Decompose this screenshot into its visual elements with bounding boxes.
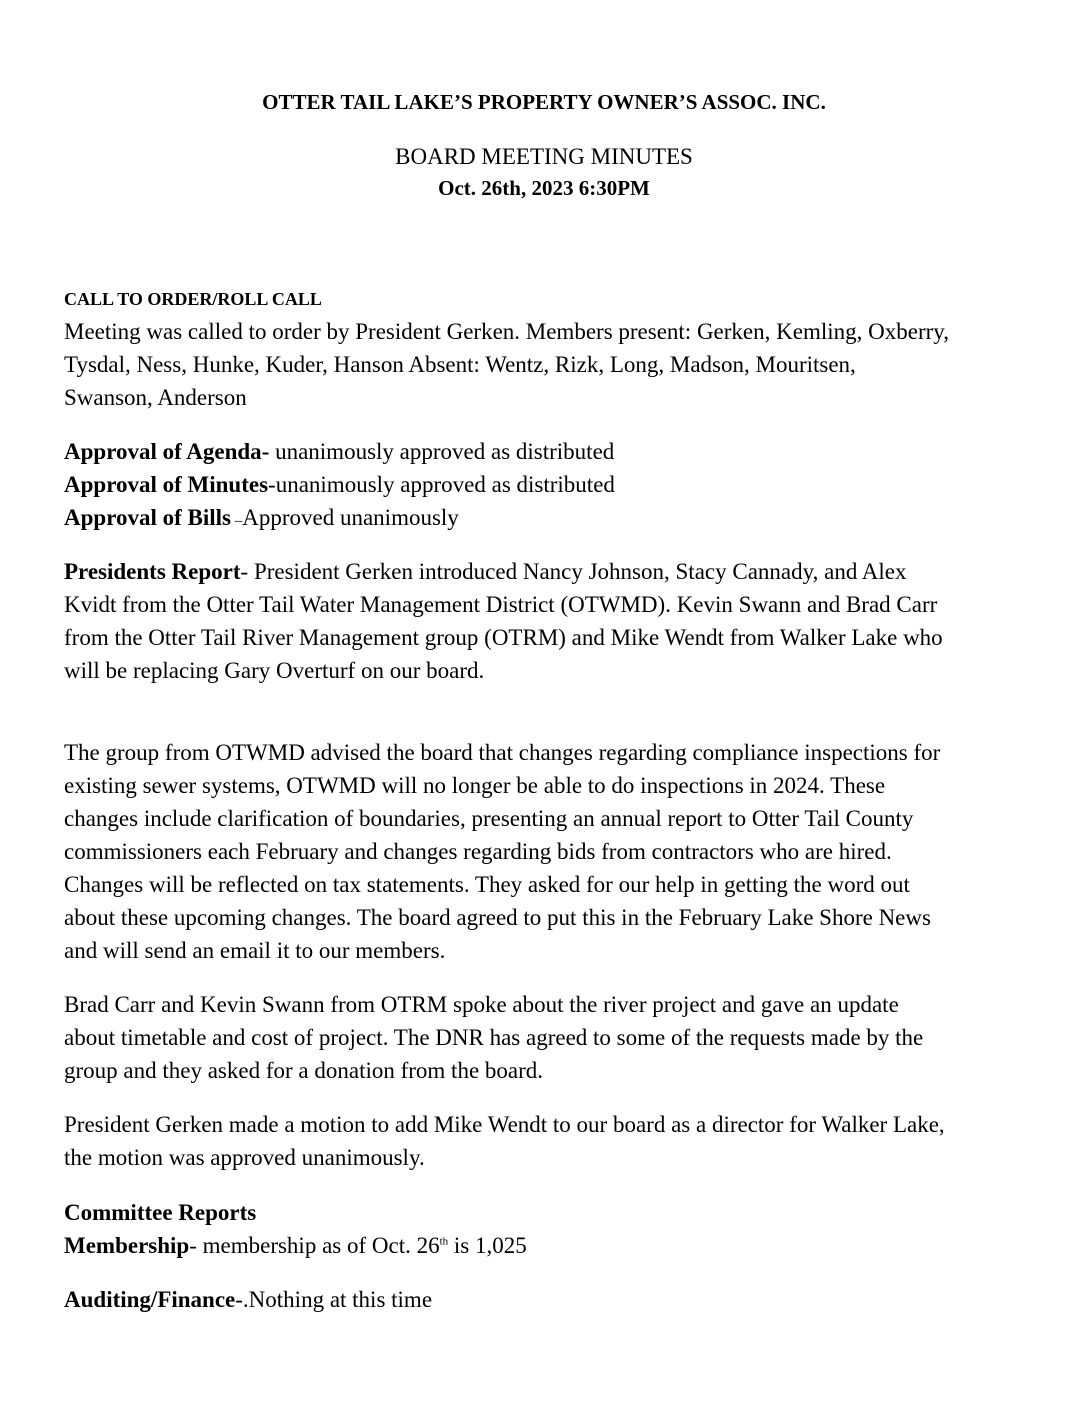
call-to-order-heading: CALL TO ORDER/ROLL CALL	[64, 289, 322, 309]
committee-reports-heading-text: Committee Reports	[64, 1200, 257, 1225]
approval-bills-separator: –	[231, 513, 243, 529]
approval-bills	[64, 501, 459, 538]
presidents-report-first-line	[64, 555, 907, 588]
document-title: BOARD MEETING MINUTES	[395, 144, 693, 169]
committee-reports-heading	[64, 1196, 256, 1229]
motion-paragraph-line: the motion was approved unanimously.	[64, 1145, 425, 1170]
approval-agenda	[64, 435, 614, 468]
call-to-order-line: Swanson, Anderson	[64, 385, 247, 410]
membership-count: is 1,025	[448, 1233, 527, 1258]
auditing-finance-report	[64, 1283, 432, 1316]
otwmd-paragraph-line: about these upcoming changes. The board agreed to put this in the February Lake Shore News	[64, 905, 931, 930]
auditing-finance-text: -.Nothing at this time	[235, 1287, 433, 1312]
approval-minutes-label: Approval of Minutes	[64, 472, 269, 497]
otwmd-paragraph-line: Changes will be reflected on tax statements. They asked for our help in getting the word out	[64, 872, 910, 897]
call-to-order-line: Tysdal, Ness, Hunke, Kuder, Hanson Absent: Wentz, Rizk, Long, Madson, Mouritsen,	[64, 352, 856, 377]
otwmd-paragraph-line: changes include clarification of boundaries, presenting an annual report to Otter Tail County	[64, 806, 914, 831]
presidents-report-line: will be replacing Gary Overturf on our board.	[64, 658, 485, 683]
otrm-paragraph-line: group and they asked for a donation from the board.	[64, 1058, 544, 1083]
otwmd-paragraph-line: The group from OTWMD advised the board that changes regarding compliance inspections for	[64, 740, 941, 765]
organization-title: OTTER TAIL LAKE’S PROPERTY OWNER’S ASSOC. INC.	[262, 90, 826, 114]
presidents-report-line: from the Otter Tail River Management group (OTRM) and Mike Wendt from Walker Lake who	[64, 625, 943, 650]
motion-paragraph-line: President Gerken made a motion to add Mike Wendt to our board as a director for Walker Lake,	[64, 1112, 945, 1137]
approval-minutes	[64, 468, 615, 501]
approval-agenda-text: unanimously approved as distributed	[269, 439, 615, 464]
presidents-report-text: - President Gerken introduced Nancy Johnson, Stacy Cannady, and Alex	[240, 559, 907, 584]
membership-date-suffix: th	[439, 1235, 449, 1248]
otwmd-paragraph-line: and will send an email it to our members.	[64, 938, 446, 963]
approval-bills-label: Approval of Bills	[64, 505, 231, 530]
otrm-paragraph-line: about timetable and cost of project. The DNR has agreed to some of the requests made by the	[64, 1025, 924, 1050]
meeting-date: Oct. 26th, 2023 6:30PM	[438, 176, 650, 200]
presidents-report-line: Kvidt from the Otter Tail Water Management District (OTWMD). Kevin Swann and Brad Carr	[64, 592, 938, 617]
membership-report	[64, 1229, 527, 1262]
membership-text: - membership as of Oct. 26	[189, 1233, 440, 1258]
otrm-paragraph-line: Brad Carr and Kevin Swann from OTRM spoke about the river project and gave an update	[64, 992, 899, 1017]
approval-agenda-label: Approval of Agenda-	[64, 439, 270, 464]
call-to-order-line: Meeting was called to order by President Gerken. Members present: Gerken, Kemling, Oxberry,	[64, 319, 950, 344]
presidents-report-label: Presidents Report	[64, 559, 241, 584]
otwmd-paragraph-line: commissioners each February and changes regarding bids from contractors who are hired.	[64, 839, 892, 864]
approval-bills-text: Approved unanimously	[242, 505, 459, 530]
auditing-finance-label: Auditing/Finance	[64, 1287, 236, 1312]
otwmd-paragraph-line: existing sewer systems, OTWMD will no longer be able to do inspections in 2024. These	[64, 773, 886, 798]
approval-minutes-text: -unanimously approved as distributed	[268, 472, 615, 497]
membership-label: Membership	[64, 1233, 190, 1258]
